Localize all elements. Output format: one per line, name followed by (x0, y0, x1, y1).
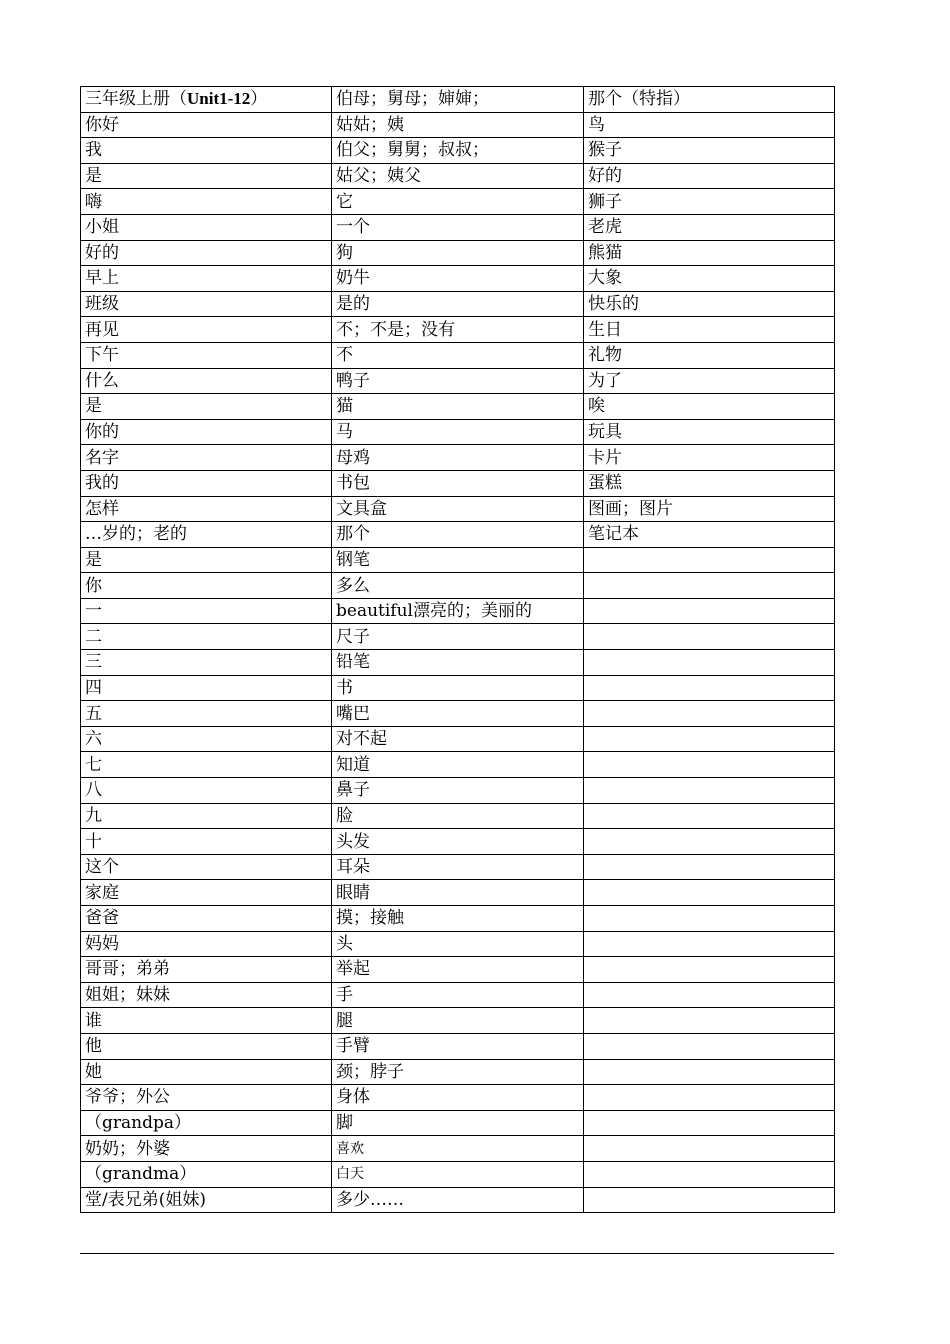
table-cell-col1: 怎样 (81, 496, 332, 522)
table-cell-col3: 好的 (584, 163, 835, 189)
table-cell-col3 (584, 752, 835, 778)
table-cell-col3 (584, 1187, 835, 1213)
table-row (81, 880, 835, 906)
table-cell-col1: 她 (81, 1059, 332, 1085)
table-cell-col3: 礼物 (584, 342, 835, 368)
table-cell-col1: 你 (81, 573, 332, 599)
table-row (81, 982, 835, 1008)
table-cell-col1: 五 (81, 701, 332, 727)
table-cell-col2: 一个 (332, 214, 584, 240)
table-row (81, 240, 835, 266)
table-header-row (81, 87, 835, 113)
table-cell-col3 (584, 1110, 835, 1136)
table-row (81, 931, 835, 957)
table-cell-col3 (584, 675, 835, 701)
table-cell-col1: 四 (81, 675, 332, 701)
vocabulary-table-body (81, 87, 835, 1213)
table-cell-col2: 铅笔 (332, 650, 584, 676)
table-cell-col1: 姐姐；妹妹 (81, 982, 332, 1008)
table-row (81, 624, 835, 650)
table-row (81, 1136, 835, 1162)
table-cell-col3: 为了 (584, 368, 835, 394)
table-cell-col3: 猴子 (584, 138, 835, 164)
table-cell-col2: 眼睛 (332, 880, 584, 906)
table-cell-col3: 图画；图片 (584, 496, 835, 522)
vocabulary-table (80, 86, 835, 1213)
table-cell-col1: 嗨 (81, 189, 332, 215)
table-row (81, 1187, 835, 1213)
table-cell-col3 (584, 726, 835, 752)
table-cell-col2: 伯父；舅舅；叔叔； (332, 138, 584, 164)
table-row (81, 266, 835, 292)
table-row (81, 1110, 835, 1136)
table-cell-col3: 鸟 (584, 112, 835, 138)
table-cell-col3 (584, 957, 835, 983)
table-cell-col1: 谁 (81, 1008, 332, 1034)
table-cell-col3 (584, 1136, 835, 1162)
table-row (81, 445, 835, 471)
table-cell-col2: 颈；脖子 (332, 1059, 584, 1085)
table-cell-col2: 腿 (332, 1008, 584, 1034)
table-cell-col1: 好的 (81, 240, 332, 266)
table-cell-col1: （grandma） (81, 1161, 332, 1187)
table-cell-col2: 钢笔 (332, 547, 584, 573)
table-cell-col2: beautiful漂亮的；美丽的 (332, 598, 584, 624)
table-cell-col3 (584, 624, 835, 650)
table-cell-col3: 玩具 (584, 419, 835, 445)
table-row (81, 547, 835, 573)
header-grade-suffix: ） (250, 89, 268, 110)
table-cell-col3 (584, 1033, 835, 1059)
table-cell-col1: 是 (81, 547, 332, 573)
table-cell-col2: 奶牛 (332, 266, 584, 292)
table-cell-col1: 八 (81, 778, 332, 804)
table-cell-col1: 我的 (81, 470, 332, 496)
table-row (81, 394, 835, 420)
table-cell-col1: 十 (81, 829, 332, 855)
table-row (81, 1059, 835, 1085)
table-cell-col2: 猫 (332, 394, 584, 420)
table-row (81, 496, 835, 522)
table-cell-col1: 堂/表兄弟(姐妹) (81, 1187, 332, 1213)
table-cell-col3 (584, 547, 835, 573)
table-cell-col2: 尺子 (332, 624, 584, 650)
table-cell-col3: 熊猫 (584, 240, 835, 266)
table-cell-col3: 卡片 (584, 445, 835, 471)
table-cell-col3 (584, 1085, 835, 1111)
table-cell-col3: 狮子 (584, 189, 835, 215)
table-cell-col2: 狗 (332, 240, 584, 266)
table-cell-col2: 摸；接触 (332, 906, 584, 932)
table-cell-col2: 多少…… (332, 1187, 584, 1213)
table-cell-col1: 什么 (81, 368, 332, 394)
table-row (81, 726, 835, 752)
table-cell-col3 (584, 854, 835, 880)
table-cell-col2: 是的 (332, 291, 584, 317)
table-cell-col2: 脚 (332, 1110, 584, 1136)
table-cell-col2: 母鸡 (332, 445, 584, 471)
table-row (81, 957, 835, 983)
table-row (81, 829, 835, 855)
table-cell-col3: 唉 (584, 394, 835, 420)
table-cell-col2: 鼻子 (332, 778, 584, 804)
table-row (81, 368, 835, 394)
table-cell-col3: 老虎 (584, 214, 835, 240)
table-cell-col2: 知道 (332, 752, 584, 778)
table-cell-col2: 白天 (332, 1161, 584, 1187)
table-cell-col3: 大象 (584, 266, 835, 292)
table-cell-col1: 家庭 (81, 880, 332, 906)
table-cell-col3 (584, 701, 835, 727)
header-unit-range: Unit1-12 (187, 89, 251, 109)
table-cell-col1: 下午 (81, 342, 332, 368)
table-cell-col2: 书 (332, 675, 584, 701)
table-cell-col2: 举起 (332, 957, 584, 983)
table-cell-col1: 爷爷；外公 (81, 1085, 332, 1111)
table-row (81, 650, 835, 676)
table-cell-col3: 快乐的 (584, 291, 835, 317)
table-row (81, 342, 835, 368)
table-cell-col2: 那个 (332, 522, 584, 548)
table-row (81, 522, 835, 548)
table-row (81, 778, 835, 804)
table-cell-col3 (584, 829, 835, 855)
table-cell-col3 (584, 1008, 835, 1034)
table-cell-col2: 姑姑；姨 (332, 112, 584, 138)
table-cell-col3 (584, 982, 835, 1008)
table-cell-col1: 名字 (81, 445, 332, 471)
table-row (81, 906, 835, 932)
table-cell-col1: 爸爸 (81, 906, 332, 932)
table-row (81, 163, 835, 189)
table-cell-col1: 再见 (81, 317, 332, 343)
table-cell-col3: 笔记本 (584, 522, 835, 548)
table-cell-col1: 七 (81, 752, 332, 778)
table-cell-col1: 一 (81, 598, 332, 624)
table-cell-col3 (584, 880, 835, 906)
table-cell-col2: 身体 (332, 1085, 584, 1111)
table-row (81, 573, 835, 599)
table-row (81, 675, 835, 701)
table-cell-col3 (584, 598, 835, 624)
header-cell-grade (81, 87, 332, 113)
table-cell-col3: 蛋糕 (584, 470, 835, 496)
footer-divider (80, 1253, 834, 1254)
table-row (81, 470, 835, 496)
table-cell-col3 (584, 650, 835, 676)
table-cell-col3 (584, 1059, 835, 1085)
header-cell-col3: 那个（特指） (584, 87, 835, 113)
table-cell-col2: 头发 (332, 829, 584, 855)
table-cell-col1: 早上 (81, 266, 332, 292)
table-cell-col3 (584, 573, 835, 599)
table-cell-col1: （grandpa） (81, 1110, 332, 1136)
table-row (81, 803, 835, 829)
table-row (81, 1033, 835, 1059)
table-cell-col1: 九 (81, 803, 332, 829)
table-row (81, 1008, 835, 1034)
table-cell-col2: 喜欢 (332, 1136, 584, 1162)
table-row (81, 112, 835, 138)
table-cell-col1: 二 (81, 624, 332, 650)
table-row (81, 701, 835, 727)
table-cell-col1: …岁的；老的 (81, 522, 332, 548)
table-cell-col2: 头 (332, 931, 584, 957)
header-grade-prefix: 三年级上册（ (85, 89, 187, 110)
table-row (81, 598, 835, 624)
table-cell-col1: 你的 (81, 419, 332, 445)
table-cell-col1: 三 (81, 650, 332, 676)
table-cell-col3: 生日 (584, 317, 835, 343)
table-cell-col3 (584, 1161, 835, 1187)
table-cell-col2: 手 (332, 982, 584, 1008)
table-row (81, 214, 835, 240)
table-cell-col2: 耳朵 (332, 854, 584, 880)
table-cell-col2: 书包 (332, 470, 584, 496)
table-cell-col2: 手臂 (332, 1033, 584, 1059)
table-cell-col1: 他 (81, 1033, 332, 1059)
table-cell-col1: 小姐 (81, 214, 332, 240)
table-cell-col2: 嘴巴 (332, 701, 584, 727)
table-row (81, 752, 835, 778)
table-cell-col2: 多么 (332, 573, 584, 599)
table-cell-col1: 妈妈 (81, 931, 332, 957)
table-row (81, 317, 835, 343)
table-row (81, 1161, 835, 1187)
table-cell-col2: 不 (332, 342, 584, 368)
table-row (81, 854, 835, 880)
table-cell-col3 (584, 906, 835, 932)
table-cell-col2: 不；不是；没有 (332, 317, 584, 343)
table-row (81, 1085, 835, 1111)
table-cell-col1: 你好 (81, 112, 332, 138)
table-cell-col1: 六 (81, 726, 332, 752)
table-cell-col3 (584, 803, 835, 829)
table-cell-col2: 姑父；姨父 (332, 163, 584, 189)
table-cell-col1: 奶奶；外婆 (81, 1136, 332, 1162)
table-row (81, 291, 835, 317)
table-cell-col2: 马 (332, 419, 584, 445)
table-row (81, 189, 835, 215)
table-cell-col1: 这个 (81, 854, 332, 880)
table-cell-col2: 文具盒 (332, 496, 584, 522)
table-cell-col3 (584, 778, 835, 804)
table-row (81, 138, 835, 164)
table-cell-col1: 哥哥；弟弟 (81, 957, 332, 983)
table-cell-col1: 是 (81, 394, 332, 420)
table-cell-col1: 是 (81, 163, 332, 189)
header-cell-col2: 伯母；舅母；婶婶； (332, 87, 584, 113)
table-row (81, 419, 835, 445)
table-cell-col2: 它 (332, 189, 584, 215)
table-cell-col2: 对不起 (332, 726, 584, 752)
table-cell-col1: 班级 (81, 291, 332, 317)
table-cell-col3 (584, 931, 835, 957)
table-cell-col2: 鸭子 (332, 368, 584, 394)
table-cell-col2: 脸 (332, 803, 584, 829)
table-cell-col1: 我 (81, 138, 332, 164)
